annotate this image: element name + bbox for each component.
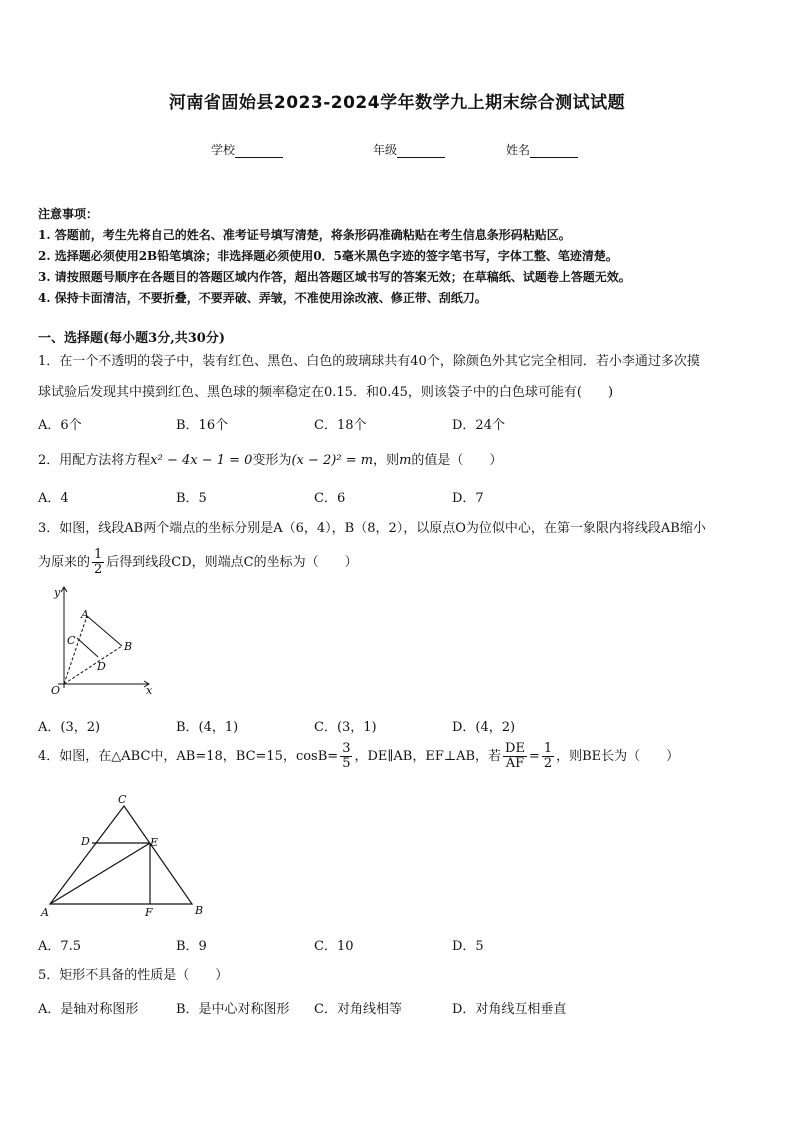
fraction-denominator: 5 <box>342 756 351 771</box>
fraction-numerator: 3 <box>342 741 351 756</box>
name-label: 姓名 <box>506 143 531 157</box>
label-c: C <box>67 634 76 647</box>
option-c[interactable]: C．对角线相等 <box>314 1002 402 1017</box>
section-heading-choice: 一、选择题(每小题3分,共30分) <box>38 331 225 346</box>
fraction-denominator: 2 <box>94 562 103 577</box>
label-c: C <box>118 793 127 806</box>
label-o: O <box>51 684 61 697</box>
label-x: x <box>146 684 153 697</box>
option-c[interactable]: C．18个 <box>314 418 367 433</box>
school-label: 学校 <box>211 143 236 157</box>
label-a: A <box>81 608 89 621</box>
question-5-options <box>38 998 764 1018</box>
grade-blank[interactable] <box>397 145 445 158</box>
coordinate-figure <box>40 584 165 699</box>
option-a[interactable]: A．7.5 <box>38 939 82 954</box>
note-item: 2. 选择题必须使用2B铅笔填涂；非选择题必须使用0．5毫米黑色字迹的签字笔书写，字体工整、笔迹清楚。 <box>38 249 618 263</box>
fraction-numerator: 1 <box>94 547 103 562</box>
question-4-pre: 4．如图，在△ABC中，AB=18，BC=15，cosB= <box>38 749 339 764</box>
student-info-row <box>0 141 794 161</box>
question-3-line2 <box>38 548 764 577</box>
fraction-one-half <box>542 742 554 771</box>
question-3-line2-pre: 为原来的 <box>38 555 91 570</box>
fraction-denominator: 2 <box>543 756 553 771</box>
label-d: D <box>81 835 90 848</box>
grade-label: 年级 <box>373 143 398 157</box>
option-c[interactable]: C．6 <box>314 491 346 506</box>
note-item: 1. 答题前，考生先将自己的姓名、准考证号填写清楚，将条形码准确粘贴在考生信息条形码粘贴区。 <box>38 228 571 242</box>
fraction-cos-b <box>340 742 352 771</box>
note-item: 3. 请按照题号顺序在各题目的答题区域内作答，超出答题区域书写的答案无效；在草稿纸、试题卷上答题无效。 <box>38 270 631 284</box>
line-oa <box>64 616 87 684</box>
label-a: A <box>41 906 49 919</box>
option-b[interactable]: B．9 <box>176 939 207 954</box>
notes-block <box>38 204 768 309</box>
page-title: 河南省固始县2023-2024学年数学九上期末综合测试试题 <box>168 93 626 113</box>
question-4-post: ，则BE长为（ ） <box>556 749 680 764</box>
question-4-options <box>38 935 764 955</box>
name-field[interactable] <box>506 141 578 158</box>
label-b: B <box>124 640 133 653</box>
option-c[interactable]: C．10 <box>314 939 354 954</box>
segment-ab <box>87 616 122 646</box>
question-3 <box>38 518 764 577</box>
label-b: B <box>195 904 204 917</box>
label-e: E <box>150 836 159 849</box>
question-1-line1: 1．在一个不透明的袋子中，装有红色、黑色、白色的玻璃球共有40个，除颜色外其它完全相同．若小李通过多次摸 <box>38 354 700 369</box>
grade-field[interactable] <box>373 141 445 158</box>
question-2-options <box>38 487 764 507</box>
triangle-figure <box>38 790 213 920</box>
option-c[interactable]: C．(3，1) <box>314 720 377 735</box>
option-a[interactable]: A．4 <box>38 491 69 506</box>
option-d[interactable]: D．7 <box>452 491 484 506</box>
segment-cd <box>77 638 98 657</box>
fraction-numerator: DE <box>505 741 525 756</box>
equation-original: x² − 4x − 1 = 0 <box>150 453 253 468</box>
option-b[interactable]: B．是中心对称图形 <box>176 1002 290 1017</box>
option-d[interactable]: D．24个 <box>452 418 505 433</box>
option-d[interactable]: D．5 <box>452 939 484 954</box>
question-3-line1: 3．如图，线段AB两个端点的坐标分别是A（6，4），B（8，2），以原点O为位似中心，在第一象限内将线段AB缩小 <box>38 521 706 536</box>
question-1-line2: 球试验后发现其中摸到红色、黑色球的频率稳定在0.15．和0.45，则该袋子中的白色球可能有( ) <box>38 385 614 400</box>
fraction-numerator: 1 <box>543 741 553 756</box>
question-3-options <box>38 716 764 736</box>
question-5: 5．矩形不具备的性质是（ ） <box>38 968 229 983</box>
option-b[interactable]: B．16个 <box>176 418 229 433</box>
option-d[interactable]: D．对角线互相垂直 <box>452 1002 567 1017</box>
label-y: y <box>54 586 61 599</box>
question-2-mid: 变形为 <box>252 453 292 468</box>
question-3-line2-post: 后得到线段CD，则端点C的坐标为（ ） <box>106 555 358 570</box>
option-b[interactable]: B．5 <box>176 491 207 506</box>
question-2-suffix1: ，则 <box>373 453 400 468</box>
fraction-de-af <box>503 742 527 771</box>
question-1-options <box>38 414 764 434</box>
notes-title: 注意事项： <box>38 207 99 221</box>
note-item: 4. 保持卡面清洁，不要折叠，不要弄破、弄皱，不准使用涂改液、修正带、刮纸刀。 <box>38 291 487 305</box>
name-blank[interactable] <box>530 145 578 158</box>
line-ob <box>64 646 122 684</box>
question-2-suffix2: 的值是（ ） <box>411 453 503 468</box>
question-2-prefix: 2．用配方法将方程 <box>38 453 151 468</box>
question-1 <box>38 351 764 404</box>
option-a[interactable]: A．是轴对称图形 <box>38 1002 139 1017</box>
segment-ae <box>50 843 150 904</box>
school-blank[interactable] <box>235 145 283 158</box>
label-d: D <box>97 660 106 673</box>
variable-m: m <box>399 453 412 468</box>
question-4 <box>38 742 764 771</box>
school-field[interactable] <box>211 141 283 158</box>
question-2 <box>38 450 764 472</box>
fraction-one-half <box>92 548 104 577</box>
triangle-abc <box>50 806 192 904</box>
option-d[interactable]: D．(4，2) <box>452 720 516 735</box>
fraction-denominator: AF <box>505 756 525 771</box>
option-b[interactable]: B．(4，1) <box>176 720 239 735</box>
option-a[interactable]: A．6个 <box>38 418 82 433</box>
question-4-mid: ，DE∥AB，EF⊥AB，若 <box>354 749 502 764</box>
label-f: F <box>145 906 153 919</box>
option-a[interactable]: A．(3，2) <box>38 720 101 735</box>
equation-completed: (x − 2)² = m <box>291 453 374 468</box>
equals-sign: = <box>528 749 540 764</box>
